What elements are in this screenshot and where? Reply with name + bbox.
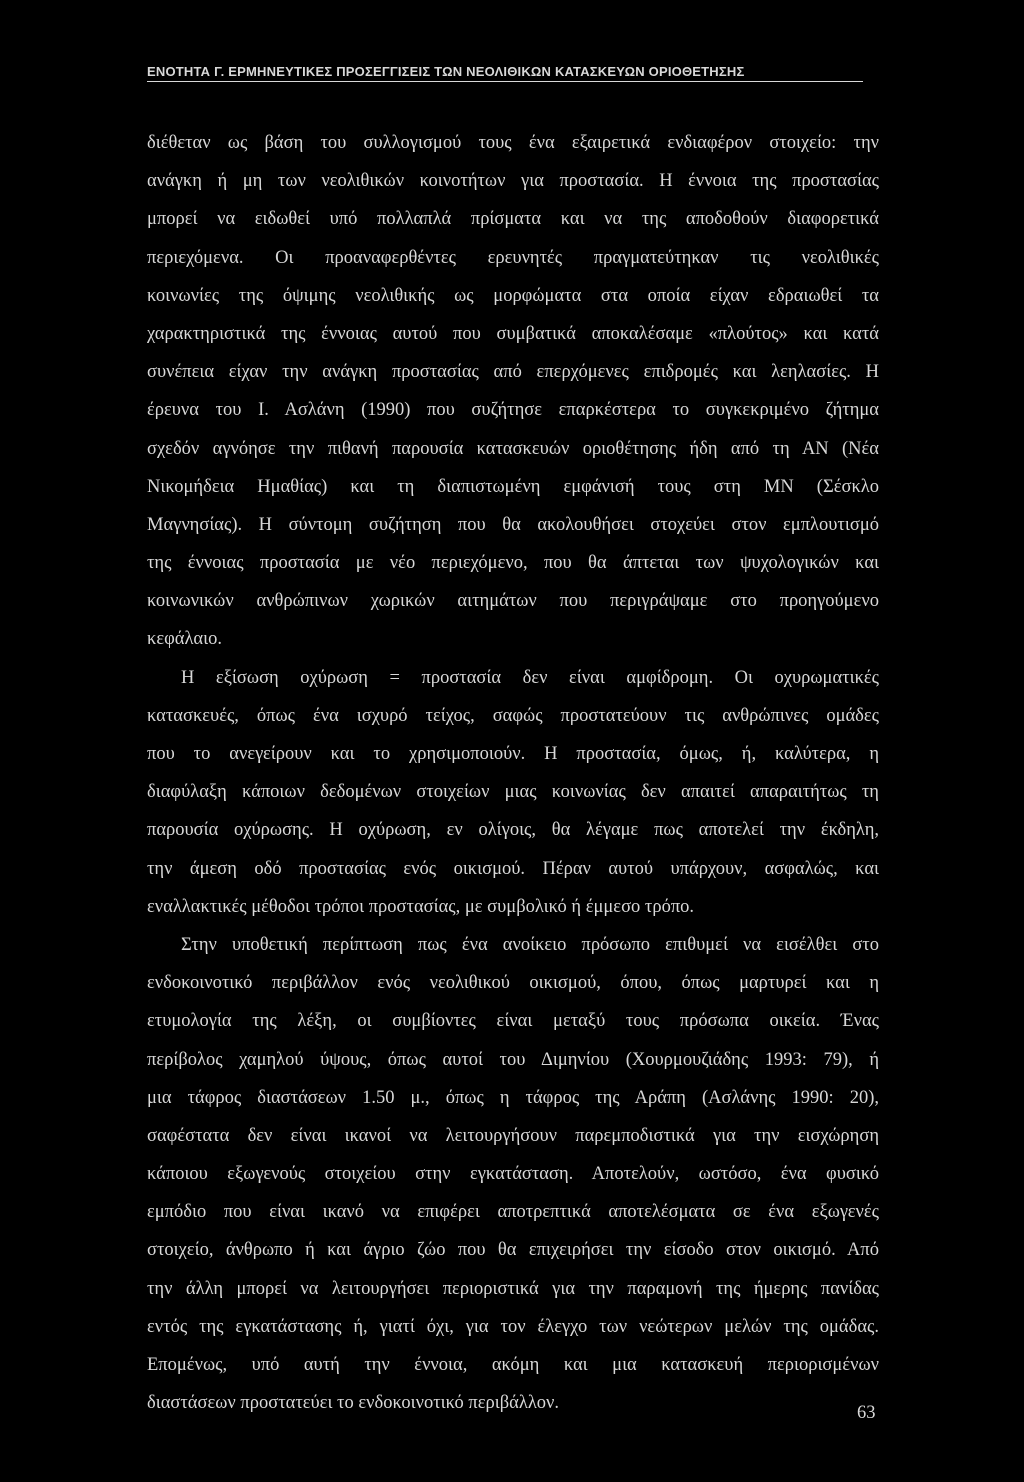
text-line: ετυμολογία της λέξη, οι συμβίοντες είναι μεταξύ τους πρόσωπα οικεία. Ένας <box>147 1011 879 1032</box>
text-line: κοινωνικών ανθρώπινων χωρικών αιτημάτων που περιγράψαμε στο προηγούμενο <box>147 591 879 612</box>
text-line: διαφύλαξη κάποιων δεδομένων στοιχείων μιας κοινωνίας δεν απαιτεί απαραιτήτως τη <box>147 782 879 803</box>
running-head: ΕΝΟΤΗΤΑ Γ. ΕΡΜΗΝΕΥΤΙΚΕΣ ΠΡΟΣΕΓΓΙΣΕΙΣ ΤΩΝ ΝΕΟΛΙΘΙΚΩΝ ΚΑΤΑΣΚΕΥΩΝ ΟΡΙΟΘΕΤΗΣΗΣ <box>147 64 863 82</box>
text-line: περιεχόμενα. Οι προαναφερθέντες ερευνητές πραγματεύτηκαν τις νεολιθικές <box>147 247 879 268</box>
page-number: 63 <box>857 1403 876 1423</box>
text-line: χαρακτηριστικά της έννοιας αυτού που συμβατικά αποκαλέσαμε «πλούτος» και κατά <box>147 323 879 344</box>
text-line: σχεδόν αγνόησε την πιθανή παρουσία κατασκευών οριοθέτησης ήδη από τη ΑΝ (Νέα <box>147 438 879 459</box>
body-text <box>147 124 879 1422</box>
text-line: την άλλη μπορεί να λειτουργήσει περιοριστικά για την παραμονή της ήμερης πανίδας <box>147 1278 879 1299</box>
text-line: που το ανεγείρουν και το χρησιμοποιούν. Η προστασία, όμως, ή, καλύτερα, η <box>147 744 879 764</box>
text-line: διέθεταν ως βάση του συλλογισμού τους ένα εξαιρετικά ενδιαφέρον στοιχείο: την <box>147 133 879 153</box>
text-line: Η εξίσωση οχύρωση = προστασία δεν είναι αμφίδρομη. Οι οχυρωματικές <box>181 667 879 688</box>
text-line: παρουσία οχύρωσης. Η οχύρωση, εν ολίγοις, θα λέγαμε πως αποτελεί την έκδηλη, <box>147 820 879 841</box>
text-line: διαστάσεων προστατεύει το ενδοκοινοτικό περιβάλλον. <box>147 1393 560 1414</box>
text-line: Στην υποθετική περίπτωση πως ένα ανοίκειο πρόσωπο επιθυμεί να εισέλθει στο <box>181 934 879 955</box>
text-line: κατασκευές, όπως ένα ισχυρό τείχος, σαφώς προστατεύουν τις ανθρώπινες ομάδες <box>147 705 879 726</box>
text-line: κάποιου εξωγενούς στοιχείου στην εγκατάσταση. Αποτελούν, ωστόσο, ένα φυσικό <box>147 1164 879 1185</box>
text-line: περίβολος χαμηλού ύψους, όπως αυτοί του Διμηνίου (Χουρμουζιάδης 1993: 79), ή <box>147 1049 879 1070</box>
text-line: μπορεί να ειδωθεί υπό πολλαπλά πρίσματα και να της αποδοθούν διαφορετικά <box>147 209 879 230</box>
text-line: συνέπεια είχαν την ανάγκη προστασίας από επερχόμενες επιδρομές και λεηλασίες. Η <box>147 362 879 383</box>
text-line: κεφάλαιο. <box>147 629 222 650</box>
text-line: εντός της εγκατάστασης ή, γιατί όχι, για τον έλεγχο των νεώτερων μελών της ομάδας. <box>147 1316 879 1337</box>
text-line: της έννοιας προστασία με νέο περιεχόμενο, που θα άπτεται των ψυχολογικών και <box>147 553 879 574</box>
text-line: Επομένως, υπό αυτή την έννοια, ακόμη και μια κατασκευή περιορισμένων <box>147 1355 879 1375</box>
text-line: ενδοκοινοτικό περιβάλλον ενός νεολιθικού οικισμού, όπου, όπως μαρτυρεί και η <box>147 973 879 994</box>
text-line: στοιχείο, άνθρωπο ή και άγριο ζώο που θα επιχειρήσει την είσοδο στον οικισμό. Από <box>147 1240 879 1261</box>
text-line: έρευνα του Ι. Ασλάνη (1990) που συζήτησε επαρκέστερα το συγκεκριμένο ζήτημα <box>147 400 879 421</box>
text-line: εμπόδιο που είναι ικανό να επιφέρει αποτρεπτικά αποτελέσματα σε ένα εξωγενές <box>147 1202 879 1223</box>
text-line: την άμεση οδό προστασίας ενός οικισμού. Πέραν αυτού υπάρχουν, ασφαλώς, και <box>147 858 879 879</box>
text-line: Μαγνησίας). Η σύντομη συζήτηση που θα ακολουθήσει στοχεύει στον εμπλουτισμό <box>147 514 879 535</box>
text-line: σαφέστατα δεν είναι ικανοί να λειτουργήσουν παρεμποδιστικά για την εισχώρηση <box>147 1125 879 1146</box>
text-line: Νικομήδεια Ημαθίας) και τη διαπιστωμένη εμφάνισή τους στη ΜΝ (Σέσκλο <box>147 476 879 497</box>
text-line: κοινωνίες της όψιμης νεολιθικής ως μορφώματα στα οποία είχαν εδραιωθεί τα <box>147 285 879 306</box>
text-line: μια τάφρος διαστάσεων 1.50 μ., όπως η τάφρος της Αράπη (Ασλάνης 1990: 20), <box>147 1087 879 1108</box>
text-line: εναλλακτικές μέθοδοι τρόποι προστασίας, με συμβολικό ή έμμεσο τρόπο. <box>147 896 695 917</box>
text-line: ανάγκη ή μη των νεολιθικών κοινοτήτων για προστασία. Η έννοια της προστασίας <box>147 171 879 192</box>
